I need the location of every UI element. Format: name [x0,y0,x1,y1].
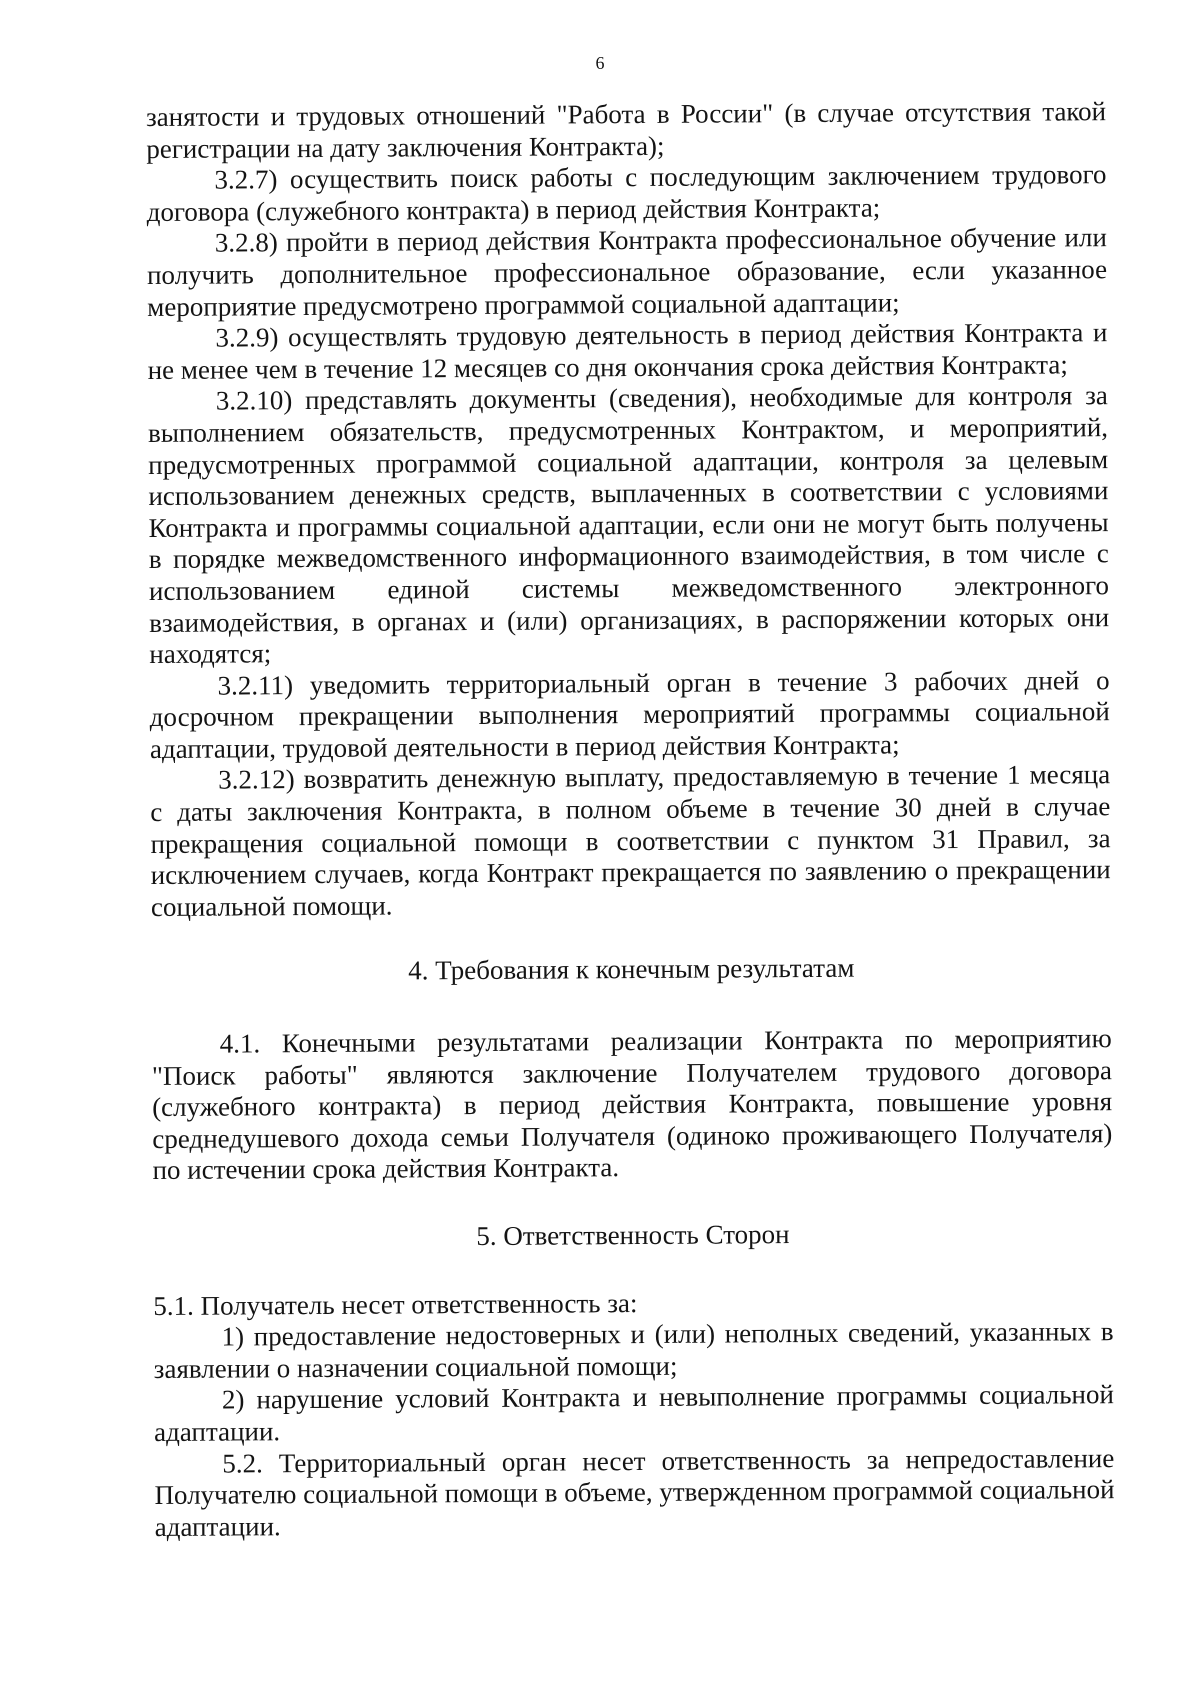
paragraph-continuation: занятости и трудовых отношений "Работа в России" (в случае отсутствия такой регистрации на дату заключения Контракта); [146,96,1107,164]
paragraph-3-2-7: 3.2.7) осуществить поиск работы с последующим заключением трудового договора (служебного контракта) в период действия Контракта; [146,159,1107,227]
paragraph-5-1: 5.1. Получатель несет ответственность за: [153,1287,638,1321]
paragraph-3-2-8: 3.2.8) пройти в период действия Контракта профессиональное обучение или получить дополнительное профессиональное образование, если указанное мероприятие предусмотрено программой социальной адаптации; [146,222,1108,322]
paragraph-3-2-9: 3.2.9) осуществлять трудовую деятельность в период действия Контракта и не менее чем в течение 12 месяцев со дня окончания срока действия Контракта; [147,317,1108,385]
document-body [146,96,1115,1543]
page-number: 6 [595,53,605,73]
paragraph-5-1-item-1: 1) предоставление недостоверных и (или) неполных сведений, указанных в заявлении о назначении социальной помощи; [153,1316,1114,1384]
paragraph-5-2: 5.2. Территориальный орган несет ответственность за непредоставление Получателю социальной помощи в объеме, утвержденном программой социальной адаптации. [154,1442,1115,1542]
paragraph-4-1: 4.1. Конечными результатами реализации Контракта по мероприятию "Поиск работы" являются заключение Получателем трудового договора (служебного контракта) в период действия Контракта, повышение уровня среднедушевого дохода семьи Получателя (одиноко проживающего Получателя) по истечении срока действия Контракта. [151,1023,1113,1186]
paragraph-3-2-11: 3.2.11) уведомить территориальный орган в течение 3 рабочих дней о досрочном прекращении выполнения мероприятий программы социальной адаптации, трудовой деятельности в период действия Контракта; [149,664,1110,764]
paragraph-5-1-item-2: 2) нарушение условий Контракта и невыполнение программы социальной адаптации. [154,1379,1115,1447]
section-5-heading: 5. Ответственность Сторон [476,1219,790,1252]
paragraph-3-2-10: 3.2.10) представлять документы (сведения), необходимые для контроля за выполнением обязательств, предусмотренных Контрактом, и мероприятий, предусмотренных программой социальной адаптации, контроля за целевым использованием денежных средств, выплаченных в соответствии с условиями Контракта и программы социальной адаптации, если они не могут быть получены в порядке межведомственного информационного взаимодействия, в том числе с использованием единой системы межведомственного электронного взаимодействия, в органах и (или) организациях, в распоряжении которых они находятся; [147,380,1110,670]
paragraph-3-2-12: 3.2.12) возвратить денежную выплату, предоставляемую в течение 1 месяца с даты заключения Контракта, в полном объеме в течение 30 дней в случае прекращения социальной помощи в соответствии с пунктом 31 Правил, за исключением случаев, когда Контракт прекращается по заявлению о прекращении социальной помощи. [150,759,1111,922]
section-4-heading: 4. Требования к конечным результатам [408,953,855,986]
